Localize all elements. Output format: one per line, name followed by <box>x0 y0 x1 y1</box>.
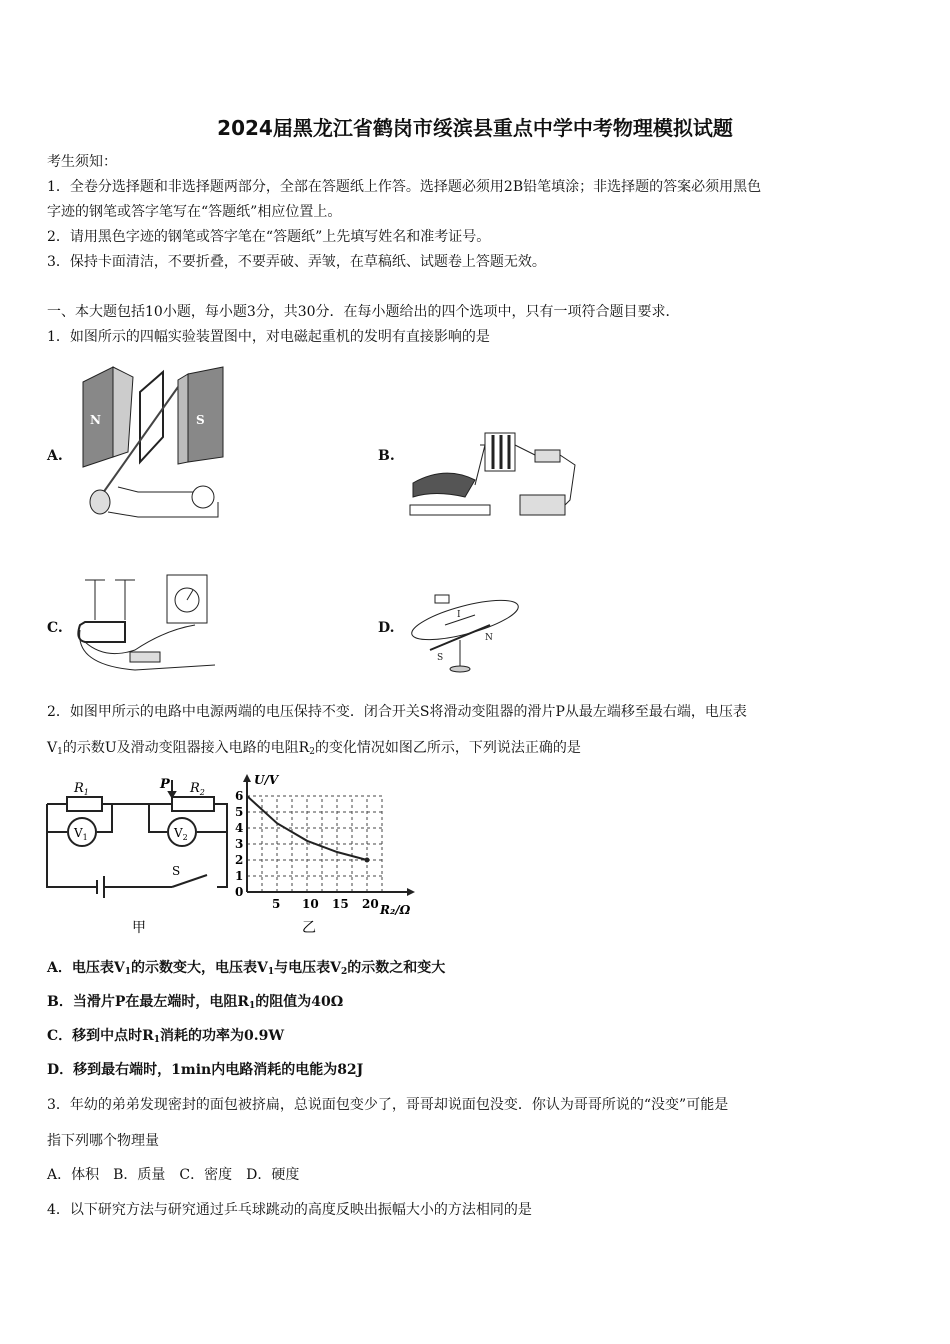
current-label: I <box>457 610 461 620</box>
needle-n-label: N <box>485 633 493 643</box>
q2-option-a[interactable] <box>47 958 445 982</box>
subscript: 1 <box>153 1035 161 1045</box>
v2-label: $V_2$ <box>174 826 188 842</box>
y-tick-label: 0 <box>235 885 244 899</box>
y-tick-label: 1 <box>235 869 244 883</box>
x-tick-label: 10 <box>302 897 319 911</box>
notice-heading: 考生须知： <box>47 154 117 170</box>
magnet-n-letter: N <box>90 413 101 427</box>
subscript: 1 <box>124 967 131 977</box>
q1-figure-a <box>78 362 228 522</box>
text: B．当滑片P在最左端时，电阻R <box>47 994 249 1010</box>
q2-graph <box>232 772 422 940</box>
x-tick-label: 5 <box>272 897 281 911</box>
wire <box>515 445 535 455</box>
y-tick-label: 2 <box>235 853 244 867</box>
y-axis-label: U/V <box>254 773 279 787</box>
subscript: 2 <box>341 967 348 977</box>
text: V <box>47 740 58 756</box>
wire <box>97 804 112 832</box>
needle-s-label: S <box>437 653 444 663</box>
q2-option-d[interactable]: D．移到最右端时，1min内电路消耗的电能为82J <box>47 1062 364 1078</box>
switch <box>130 652 160 662</box>
p-label: P <box>160 777 170 792</box>
stand-base <box>450 666 470 672</box>
subscript: 1 <box>267 967 275 977</box>
y-tick-labels <box>235 789 243 899</box>
question-3-stem-cont: 指下列哪个物理量 <box>47 1133 159 1149</box>
q1-figure-d <box>405 585 535 675</box>
text: 的变化情况如图乙所示，下列说法正确的是 <box>314 740 581 756</box>
x-tick-label: 15 <box>332 897 349 911</box>
text: 消耗的功率为0.9W <box>160 1028 285 1044</box>
notice-item: 字迹的钢笔或答字笔写在“答题纸”相应位置上。 <box>47 204 342 220</box>
y-tick-label: 3 <box>235 837 244 851</box>
rheostat <box>520 495 565 515</box>
question-2-stem: 2．如图甲所示的电路中电源两端的电压保持不变．闭合开关S将滑动变阻器的滑片P从最左端移至最右端，电压表 <box>47 704 747 720</box>
text: 的示数U及滑动变阻器接入电路的电阻R <box>62 740 310 756</box>
question-4-stem: 4．以下研究方法与研究通过乒乓球跳动的高度反映出振幅大小的方法相同的是 <box>47 1202 532 1218</box>
q1-option-c-label[interactable]: C. <box>47 620 63 636</box>
q1-figure-b <box>405 425 580 525</box>
data-point <box>365 858 370 863</box>
q1-option-a-label[interactable]: A. <box>47 448 63 464</box>
switch-label: S <box>172 864 181 878</box>
q2-option-c[interactable] <box>47 1026 284 1050</box>
magnet-s-letter: S <box>196 413 205 427</box>
wire <box>149 804 167 832</box>
battery <box>435 595 449 603</box>
rheostat-r2 <box>172 797 214 811</box>
y-axis-arrow <box>243 774 251 782</box>
notice-item: 2．请用黑色字迹的钢笔或答字笔在“答题纸”上先填写姓名和准考证号。 <box>47 229 491 245</box>
wire <box>475 445 485 485</box>
lead-wire <box>118 487 203 492</box>
question-3-stem: 3．年幼的弟弟发现密封的面包被挤扁，总说面包变少了，哥哥却说面包没变．你认为哥哥所说的“没变”可能是 <box>47 1097 729 1113</box>
x-tick-label: 20 <box>362 897 379 911</box>
subscript: 1 <box>57 747 63 757</box>
wire <box>47 804 97 887</box>
wire-coil <box>140 372 163 462</box>
graph-caption: 乙 <box>302 920 316 936</box>
y-tick-label: 5 <box>235 805 244 819</box>
r1-label: $R_1$ <box>74 781 89 797</box>
wire <box>214 804 227 887</box>
wire-loop <box>408 592 521 648</box>
circuit-caption: 甲 <box>132 920 146 936</box>
magnet-n-face <box>113 367 133 457</box>
section-heading: 一、本大题包括10小题，每小题3分，共30分．在每小题给出的四个选项中，只有一项符合题目要求． <box>47 304 680 320</box>
x-axis-arrow <box>407 888 415 896</box>
question-1-stem: 1．如图所示的四幅实验装置图中，对电磁起重机的发明有直接影响的是 <box>47 329 490 345</box>
switch <box>535 450 560 462</box>
text: 的阻值为40Ω <box>255 994 344 1010</box>
text: A．电压表V <box>47 960 125 976</box>
r2-label: $R_2$ <box>190 781 205 797</box>
subscript: 2 <box>309 747 315 757</box>
subscript: 1 <box>249 1001 256 1011</box>
text: C．移到中点时R <box>47 1028 154 1044</box>
text: 与电压表V <box>274 960 342 976</box>
q1-option-b-label[interactable]: B. <box>378 448 395 464</box>
magnet-s-block <box>188 367 223 462</box>
x-axis-label: R₂/Ω <box>380 903 411 917</box>
y-tick-label: 4 <box>235 821 244 835</box>
electromagnet <box>413 473 475 497</box>
q3-options[interactable]: A．体积 B．质量 C．密度 D．硬度 <box>47 1167 300 1183</box>
v1-label: $V_1$ <box>74 826 88 842</box>
conductor-loop <box>78 622 125 642</box>
q1-figure-c <box>75 570 215 675</box>
q2-option-b[interactable] <box>47 992 343 1016</box>
question-2-stem-cont <box>47 738 581 762</box>
page-title: 2024届黑龙江省鹤岗市绥滨县重点中学中考物理模拟试题 <box>217 116 733 140</box>
slip-ring <box>90 490 110 514</box>
resistor-r1 <box>67 797 102 811</box>
y-tick-label: 6 <box>235 789 244 803</box>
text: 的示数变大，电压表V <box>131 960 268 976</box>
galvanometer <box>192 486 214 508</box>
series-points <box>365 858 370 863</box>
text: 的示数之和变大 <box>347 960 446 976</box>
notice-item: 1．全卷分选择题和非选择题两部分，全部在答题纸上作答。选择题必须用2B铅笔填涂；非选择题的答案必须用黑色 <box>47 179 762 195</box>
q1-option-d-label[interactable]: D. <box>378 620 395 636</box>
x-tick-labels <box>272 897 379 911</box>
q2-circuit-diagram <box>42 772 242 940</box>
base-board <box>410 505 490 515</box>
notice-item: 3．保持卡面清洁，不要折叠，不要弄破、弄皱，在草稿纸、试题卷上答题无效。 <box>47 254 546 270</box>
magnet-s-face <box>178 374 188 464</box>
